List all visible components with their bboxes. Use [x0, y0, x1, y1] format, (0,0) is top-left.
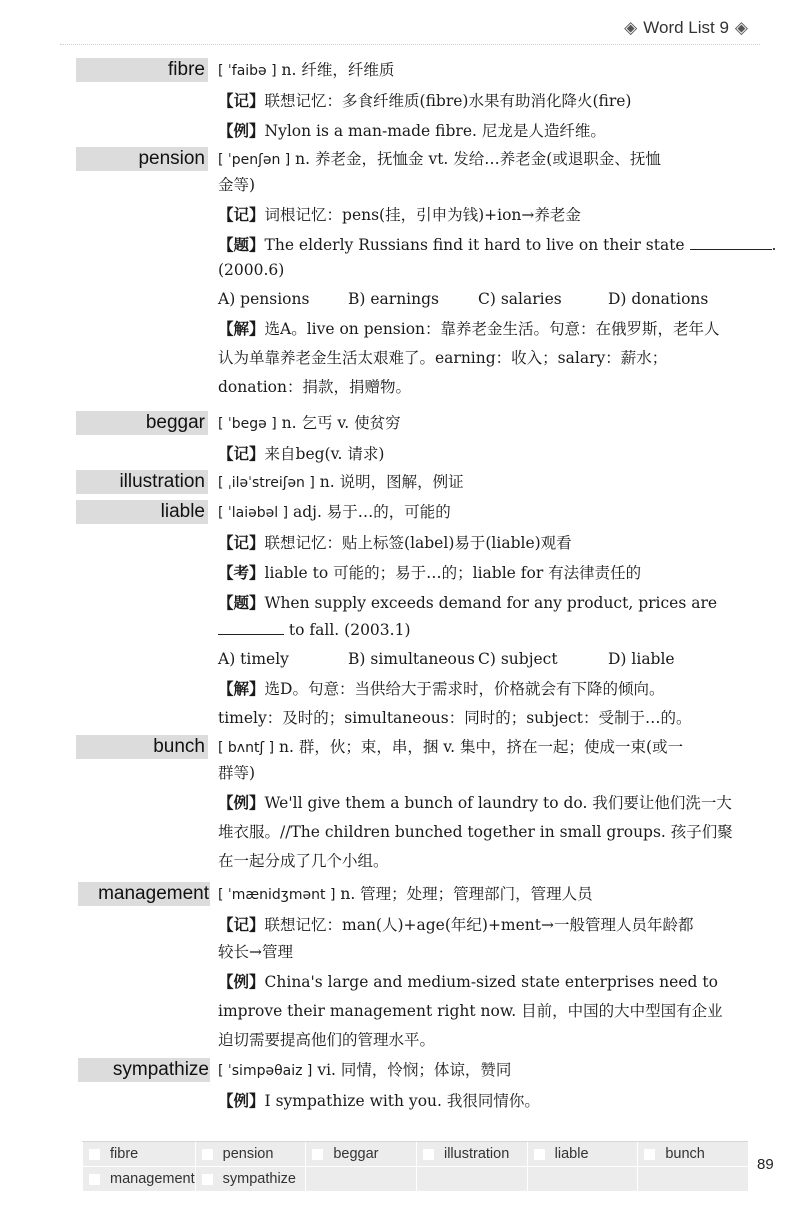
checklist-item[interactable]: pension: [195, 1142, 306, 1167]
definition: [ ˈfaibə ] n. 纤维，纤维质: [218, 61, 395, 79]
checkbox-icon[interactable]: [423, 1149, 434, 1160]
phonetic: [ ˈmænidʒmənt ]: [218, 887, 336, 903]
entry-body: [218, 1056, 750, 1116]
headword: management: [78, 882, 210, 906]
diamond-arrow-icon: ◈: [734, 18, 748, 37]
answer-blank: [218, 620, 284, 635]
checklist-item[interactable]: fibre: [82, 1142, 195, 1167]
header-divider: [60, 44, 760, 45]
headword: bunch: [76, 735, 208, 759]
headword: pension: [76, 147, 208, 171]
entry-body: [ bʌntʃ ] n. 群，伙；束，串，捆 v. 集中，挤在一起；使成一束(或一 群等) 【例】We'll give them a bunch of laundry to do. 我们要让他们洗一大 堆衣服。//The children bunched together in small groups. 孩子们聚 在一起分成了几个小组。: [218, 733, 750, 876]
phonetic: [ ˈpenʃən ]: [218, 152, 291, 168]
definition: [ bʌntʃ ] n. 群，伙；束，串，捆 v. 集中，挤在一起；使成一束(或一: [218, 738, 684, 756]
checkbox-icon[interactable]: [644, 1149, 655, 1160]
memory-note: 【记】联想记忆：多食纤维质(fibre)水果有助消化降火(fire): [218, 91, 632, 110]
phonetic: [ ˈlaiəbəl ]: [218, 505, 289, 521]
page-number: 89: [757, 1156, 774, 1173]
exam-question: 【题】The elderly Russians find it hard to live on their state .: [218, 235, 777, 254]
entry-body: [ ˈmænidʒmənt ] n. 管理；处理；管理部门，管理人员 【记】联想记忆：man(人)+age(年纪)+ment→一般管理人员年龄都 较长→管理 【例】China's large and medium-sized state enterprises need to improve their management right now. 目前，中国的大中型国有企业 迫切需要提高他们的管理水平。: [218, 880, 750, 1055]
explanation: 【解】选A。live on pension：靠养老金生活。句意：在俄罗斯，老年人: [218, 319, 720, 338]
definition: [ ˌiləˈstreiʃən ] n. 说明，图解，例证: [218, 473, 464, 491]
checklist-item[interactable]: illustration: [416, 1142, 527, 1167]
definition: [ ˈmænidʒmənt ] n. 管理；处理；管理部门，管理人员: [218, 885, 593, 903]
phonetic: [ ˌiləˈstreiʃən ]: [218, 475, 315, 491]
explanation: 【解】选D。句意：当供给大于需求时，价格就会有下降的倾向。: [218, 679, 665, 698]
definition: [ ˈsimpəθaiz ] vi. 同情，怜悯；体谅，赞同: [218, 1061, 512, 1079]
checklist-item[interactable]: beggar: [305, 1142, 416, 1167]
memory-note: 【记】来自beg(v. 请求): [218, 444, 385, 463]
headword: fibre: [76, 58, 208, 82]
answer-options: A) pensions B) earnings C) salaries D) donations: [218, 290, 709, 308]
entry-body: [ ˈpenʃən ] n. 养老金，抚恤金 vt. 发给…养老金(或退职金、抚恤 金等) 【记】词根记忆：pens(挂，引申为钱)+ion→养老金 【题】The elderly Russians find it hard to live on their state . (2000.6) A) pensions B) earnings C) salaries D) donations 【解】选A。live on pension：靠养老金生活。句意：在俄罗斯，老年人 认为单靠养老金生活太艰难了。earning：收入；salary：薪水； donation：捐款，捐赠物。: [218, 145, 750, 402]
example: 【例】China's large and medium-sized state enterprises need to: [218, 972, 718, 991]
checklist-item[interactable]: bunch: [637, 1142, 748, 1167]
word-list-title: Word List 9: [643, 18, 729, 37]
checklist-item[interactable]: management: [82, 1167, 195, 1192]
phonetic: [ ˈsimpəθaiz ]: [218, 1063, 313, 1079]
entry-body: [218, 468, 750, 498]
checklist-item[interactable]: liable: [527, 1142, 638, 1167]
memory-note: 【记】联想记忆：man(人)+age(年纪)+ment→一般管理人员年龄都: [218, 915, 694, 934]
checkbox-icon[interactable]: [89, 1174, 100, 1185]
exam-note: 【考】liable to 可能的；易于…的；liable for 有法律责任的: [218, 563, 642, 582]
checklist-empty: [416, 1167, 527, 1192]
headword: liable: [76, 500, 208, 524]
definition: [ ˈbegə ] n. 乞丐 v. 使贫穷: [218, 414, 401, 432]
entry-body: [218, 409, 750, 469]
example: 【例】Nylon is a man-made fibre. 尼龙是人造纤维。: [218, 121, 606, 140]
checklist-empty: [527, 1167, 638, 1192]
headword: illustration: [76, 470, 208, 494]
phonetic: [ ˈfaibə ]: [218, 63, 277, 79]
headword: beggar: [76, 411, 208, 435]
exam-question: 【题】When supply exceeds demand for any product, prices are: [218, 593, 718, 612]
checkbox-icon[interactable]: [312, 1149, 323, 1160]
example: 【例】I sympathize with you. 我很同情你。: [218, 1091, 540, 1110]
entry-body: [218, 56, 750, 146]
checkbox-icon[interactable]: [202, 1174, 213, 1185]
definition: [ ˈlaiəbəl ] adj. 易于…的，可能的: [218, 503, 451, 521]
page-header: [624, 16, 748, 40]
headword: sympathize: [78, 1058, 210, 1082]
checkbox-icon[interactable]: [202, 1149, 213, 1160]
answer-blank: [690, 235, 772, 250]
word-checklist: [82, 1141, 748, 1192]
memory-note: 【记】联想记忆：贴上标签(label)易于(liable)观看: [218, 533, 572, 552]
phonetic: [ ˈbegə ]: [218, 416, 277, 432]
entry-body: [ ˈlaiəbəl ] adj. 易于…的，可能的 【记】联想记忆：贴上标签(label)易于(liable)观看 【考】liable to 可能的；易于…的；liable for 有法律责任的 【题】When supply exceeds demand for any product, prices are to fall. (2003.1) A) timely B) simultaneous C) subject D) liable 【解】选D。句意：当供给大于需求时，价格就会有下降的倾向。 timely：及时的；simultaneous：同时的；subject：受制于…的。: [218, 498, 750, 733]
checkbox-icon[interactable]: [534, 1149, 545, 1160]
memory-note: 【记】词根记忆：pens(挂，引申为钱)+ion→养老金: [218, 205, 581, 224]
example: 【例】We'll give them a bunch of laundry to do. 我们要让他们洗一大: [218, 793, 732, 812]
diamond-arrow-icon: ◈: [624, 18, 638, 37]
definition: [ ˈpenʃən ] n. 养老金，抚恤金 vt. 发给…养老金(或退职金、抚恤: [218, 150, 661, 168]
checklist-empty: [637, 1167, 748, 1192]
checklist-item[interactable]: sympathize: [195, 1167, 306, 1192]
checklist-empty: [305, 1167, 416, 1192]
phonetic: [ bʌntʃ ]: [218, 740, 275, 756]
answer-options: A) timely B) simultaneous C) subject D) liable: [218, 650, 675, 668]
checkbox-icon[interactable]: [89, 1149, 100, 1160]
